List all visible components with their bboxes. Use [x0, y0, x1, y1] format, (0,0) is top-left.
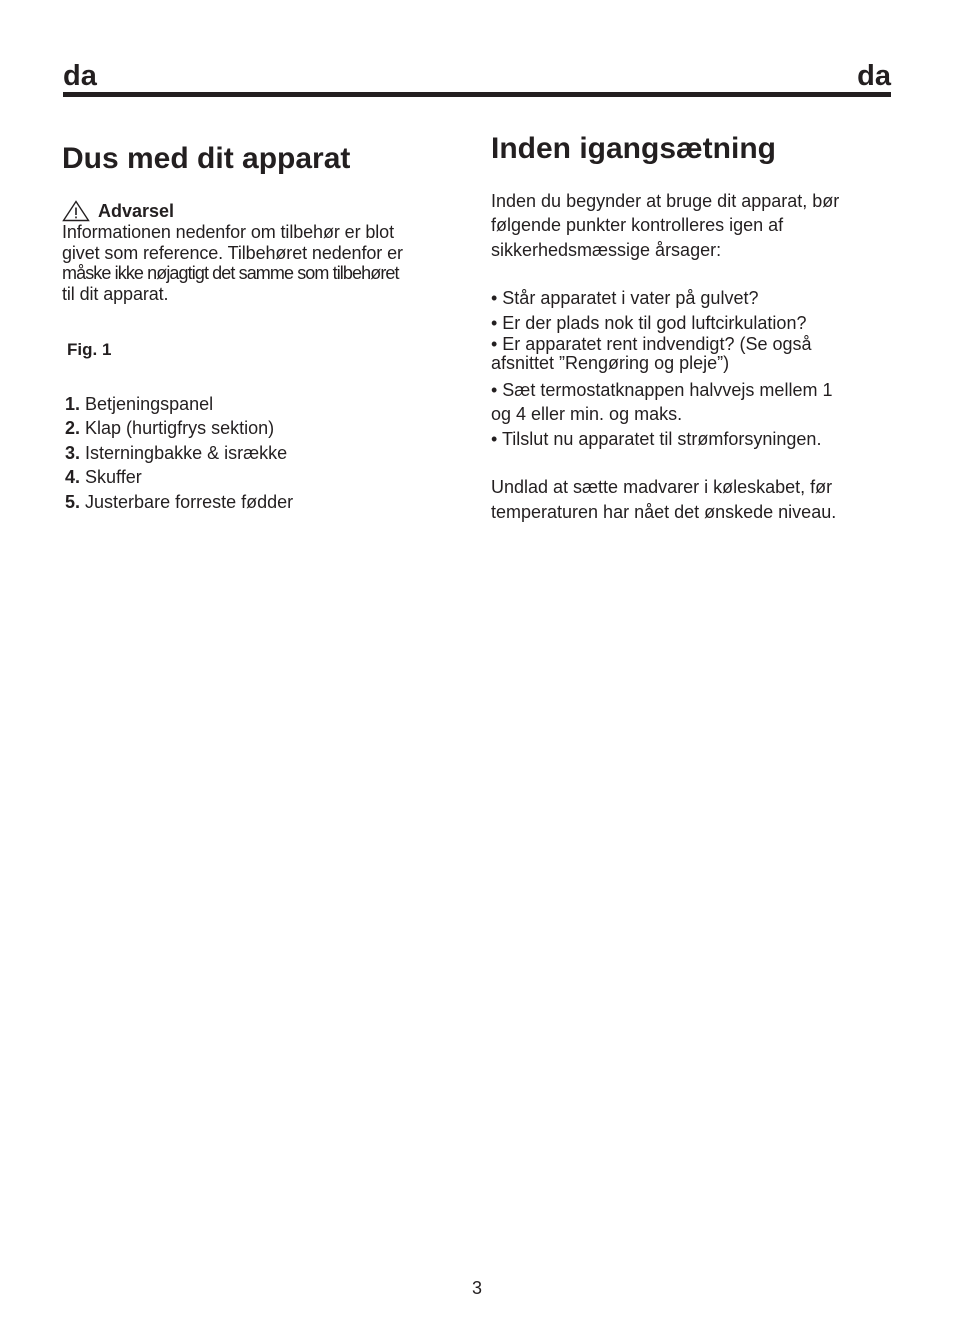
item-label: Isterningbakke & isrække	[85, 442, 288, 463]
item-number: 3.	[65, 442, 81, 463]
warning-heading	[62, 200, 462, 222]
closing-paragraph	[491, 475, 891, 524]
warning-line: til dit apparat.	[62, 283, 169, 304]
checklist-item-continued: og 4 eller min. og maks.	[491, 404, 683, 425]
language-code-right: da	[857, 60, 891, 92]
checklist-item: • Er apparatet rent indvendigt? (Se også	[491, 334, 812, 355]
warning-line: Informationen nedenfor om tilbehør er blot	[62, 222, 394, 242]
warning-block	[62, 200, 462, 304]
checklist	[491, 286, 891, 451]
page-number: 3	[471, 1278, 482, 1298]
page-header	[63, 58, 891, 98]
warning-text	[62, 222, 462, 304]
list-item	[65, 441, 462, 465]
item-number: 5.	[65, 491, 81, 512]
item-label: Betjeningspanel	[85, 394, 214, 414]
warning-label: Advarsel	[98, 200, 175, 221]
item-label: Justerbare forreste fødder	[85, 491, 294, 512]
item-number: 2.	[65, 418, 81, 439]
figure-label: Fig. 1	[67, 340, 112, 359]
warning-line: måske ikke nøjagtigt det samme som tilbehøret	[62, 263, 399, 283]
checklist-item-continued: afsnittet ”Rengøring og pleje”)	[491, 353, 730, 374]
closing-line: temperaturen har nået det ønskede niveau.	[491, 501, 837, 522]
list-item	[65, 465, 462, 489]
left-column	[62, 140, 462, 514]
warning-line: givet som reference. Tilbehøret nedenfor er	[62, 242, 403, 263]
intro-paragraph	[491, 189, 891, 262]
parts-list	[65, 392, 462, 514]
warning-triangle-icon	[62, 200, 90, 222]
section-title-getting-to-know: Dus med dit apparat	[62, 142, 351, 175]
checklist-item: • Tilslut nu apparatet til strømforsyningen.	[491, 428, 822, 449]
item-number: 4.	[65, 467, 81, 488]
intro-line: følgende punkter kontrolleres igen af	[491, 215, 784, 236]
checklist-item: • Står apparatet i vater på gulvet?	[491, 288, 759, 309]
list-item	[65, 416, 462, 440]
list-item	[65, 490, 462, 514]
header-rule	[63, 92, 891, 97]
right-column	[491, 130, 891, 524]
item-label: Skuffer	[85, 467, 142, 488]
item-number: 1.	[65, 394, 81, 414]
checklist-item: • Er der plads nok til god luftcirkulation?	[491, 312, 807, 333]
closing-line: Undlad at sætte madvarer i køleskabet, før	[491, 477, 833, 498]
intro-line: sikkerhedsmæssige årsager:	[491, 239, 722, 260]
language-code-left: da	[63, 60, 97, 92]
section-title-before-use: Inden igangsætning	[491, 132, 776, 165]
checklist-item: • Sæt termostatknappen halvvejs mellem 1	[491, 380, 833, 401]
item-label: Klap (hurtigfrys sektion)	[85, 418, 275, 439]
list-item	[65, 392, 462, 416]
intro-line: Inden du begynder at bruge dit apparat, bør	[491, 191, 840, 211]
